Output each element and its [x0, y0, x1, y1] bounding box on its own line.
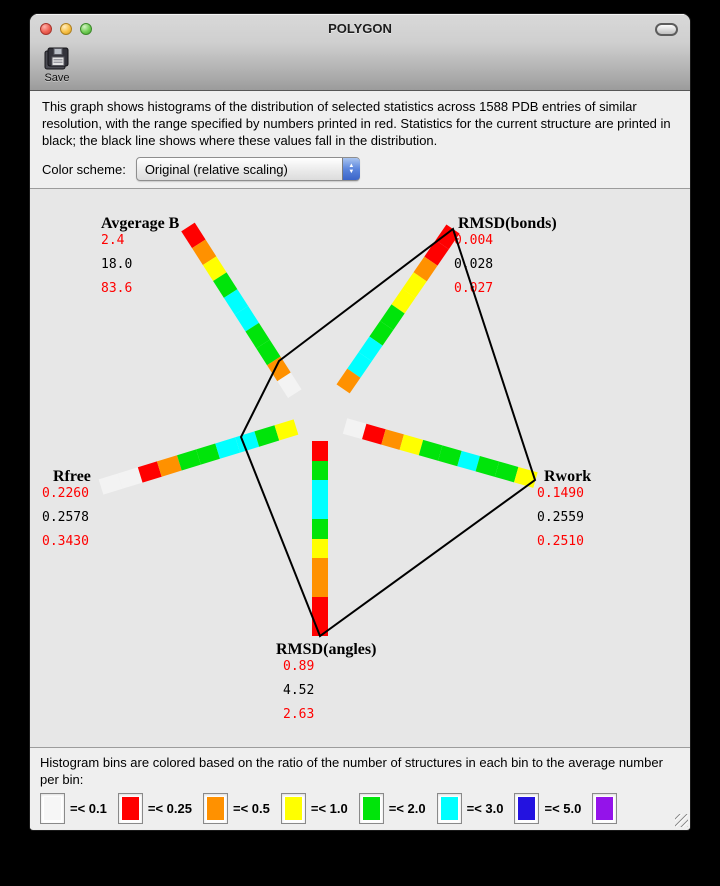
- axis-label-angles: RMSD(angles): [276, 641, 377, 658]
- zoom-button[interactable]: [80, 23, 92, 35]
- description-text: This graph shows histograms of the distribution of selected statistics across 1588 PDB entries of similar resolution, with the range specified by numbers printed in red. Statistics for the current structure are printed in black; the black line shows where these values fall in the distribution.: [42, 99, 671, 148]
- axis-value-angles: 0.89: [283, 659, 315, 674]
- axis-label-rfree: Rfree: [53, 468, 91, 485]
- color-scheme-selected-value: Original (relative scaling): [144, 161, 288, 177]
- axis-value-rfree: 0.3430: [42, 534, 89, 549]
- legend-bin-swatch: [592, 793, 617, 824]
- legend-bin: [437, 793, 504, 824]
- axis-value-rfree: 0.2578: [42, 510, 89, 525]
- axis-value-rfree: 0.2260: [42, 486, 89, 501]
- legend-bin: [40, 793, 107, 824]
- axis-value-bonds: 0.028: [454, 257, 494, 272]
- color-scheme-label: Color scheme:: [42, 161, 126, 177]
- axis-value-avgb: 2.4: [101, 233, 125, 248]
- axis-value-avgb: 83.6: [101, 281, 133, 296]
- legend-bin-swatch: [514, 793, 539, 824]
- toolbar-toggle-button[interactable]: [655, 23, 678, 36]
- axis-label-bonds: RMSD(bonds): [458, 215, 557, 232]
- toolbar: [30, 44, 690, 90]
- axis-value-rwork: 0.2510: [537, 534, 584, 549]
- legend-bin: [118, 793, 192, 824]
- legend-bin-swatch: [437, 793, 462, 824]
- legend-bin: [592, 793, 617, 824]
- window-chrome: [30, 14, 690, 91]
- legend-panel: [30, 747, 690, 829]
- axis-value-angles: 2.63: [283, 707, 315, 722]
- legend-bin: [281, 793, 348, 824]
- color-scheme-select[interactable]: [136, 157, 360, 181]
- resize-grip-icon[interactable]: [675, 814, 688, 827]
- legend-bin-label: =< 1.0: [310, 801, 348, 816]
- legend-text: Histogram bins are colored based on the ratio of the number of structures in each bin to the average number per bin:: [40, 755, 663, 787]
- legend-bin-swatch: [40, 793, 65, 824]
- axis-value-rwork: 0.1490: [537, 486, 584, 501]
- legend-bin-swatch: [203, 793, 228, 824]
- titlebar[interactable]: [30, 14, 690, 44]
- legend-bin: [514, 793, 581, 824]
- legend-bin-swatch: [118, 793, 143, 824]
- legend-bin-swatch: [281, 793, 306, 824]
- traffic-lights: [40, 23, 92, 35]
- axis-value-avgb: 18.0: [101, 257, 133, 272]
- polygon-window: [30, 14, 690, 830]
- legend-bin: [359, 793, 426, 824]
- axis-label-avgb: Avgerage B: [101, 215, 180, 232]
- legend-bins-row: [40, 793, 680, 824]
- description-panel: [30, 91, 690, 189]
- legend-bin-label: =< 3.0: [466, 801, 504, 816]
- axis-value-rwork: 0.2559: [537, 510, 584, 525]
- legend-bin-label: =< 5.0: [544, 801, 582, 816]
- window-title: POLYGON: [328, 21, 392, 36]
- save-button-label: Save: [44, 72, 70, 84]
- legend-bin: [203, 793, 270, 824]
- legend-bin-label: =< 0.1: [70, 801, 107, 816]
- minimize-button[interactable]: [60, 23, 72, 35]
- close-button[interactable]: [40, 23, 52, 35]
- legend-bin-swatch: [359, 793, 384, 824]
- save-button[interactable]: [44, 47, 70, 84]
- polygon-plot: [30, 189, 690, 747]
- axis-label-rwork: Rwork: [544, 468, 592, 485]
- axis-value-bonds: 0.027: [454, 281, 494, 296]
- distribution-polygon-line: [30, 189, 690, 747]
- popup-stepper-icon: ▲ ▼: [342, 158, 360, 180]
- legend-bin-label: =< 2.0: [388, 801, 426, 816]
- legend-bin-label: =< 0.25: [147, 801, 192, 816]
- legend-bin-label: =< 0.5: [232, 801, 270, 816]
- axis-value-bonds: 0.004: [454, 233, 494, 248]
- axis-value-angles: 4.52: [283, 683, 315, 698]
- save-icon: [44, 47, 70, 71]
